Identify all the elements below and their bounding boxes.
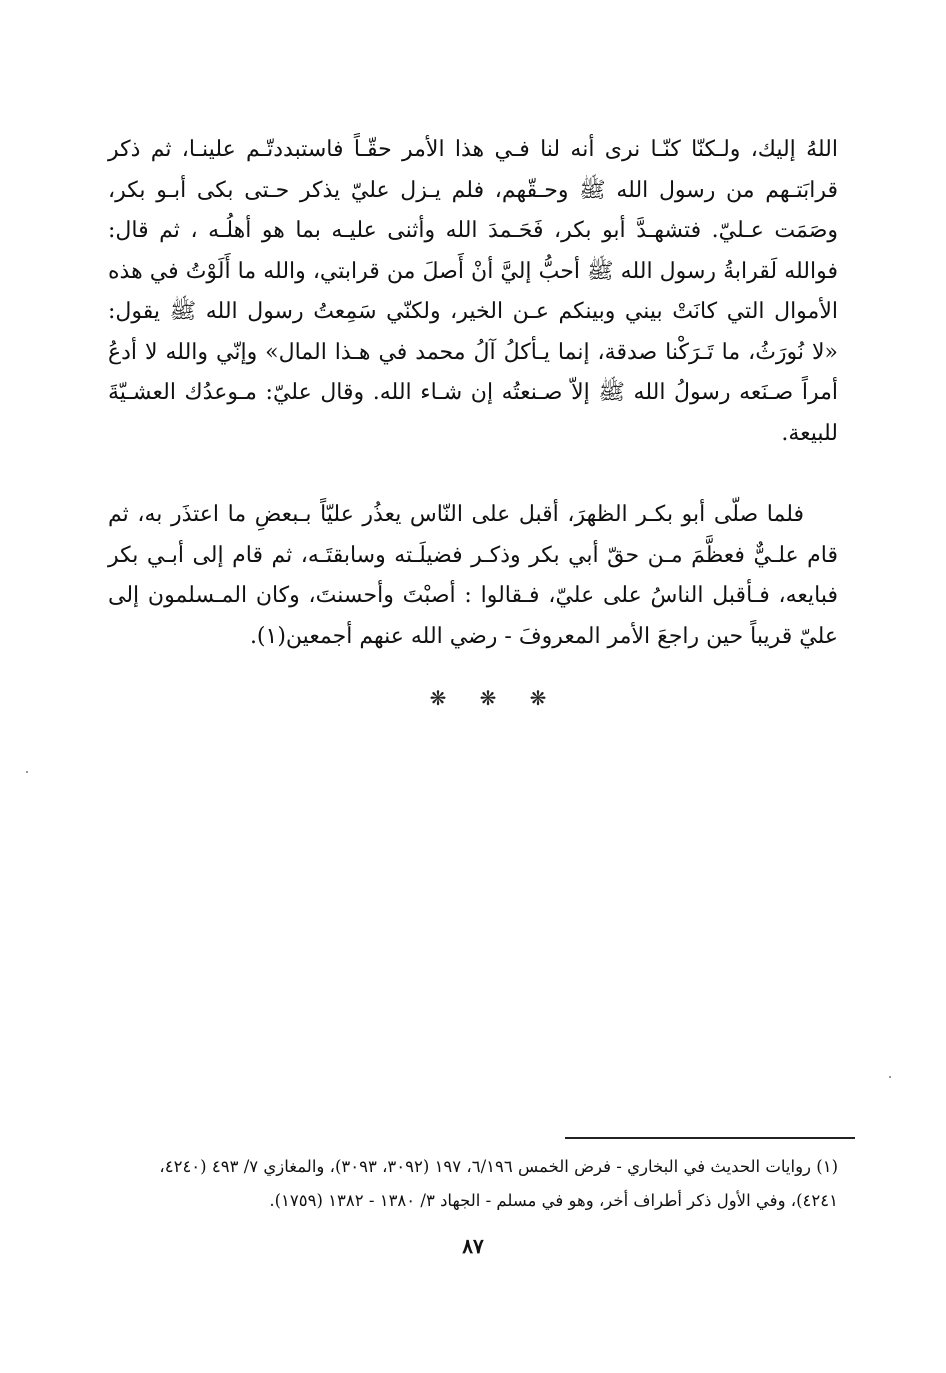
footnote-line-2: ٤٢٤١)، وفي الأول ذكر أطراف أخر، وهو في مسلم - الجهاد ٣/ ١٣٨٠ - ١٣٨٢ (١٧٥٩). (269, 1191, 838, 1210)
footnote-separator (565, 1137, 855, 1139)
section-divider (428, 686, 548, 710)
asterism-icon: ❋ (479, 686, 497, 710)
paragraph-text: فلما صلّى أبو بكـر الظهرَ، أقبل على النّاس يعذُر عليّاً بـبعضِ ما اعتذَر به، ثم قام علـيٌّ فعظَّمَ مـن حقّ أبي بكر وذكـر فضيلَـته وسابقتَـه، ثم قام إلى أبـي بكر فبايعه، فـأقبل الناسُ على عليّ، فـقالوا : أصبْتَ وأحسنتَ، وكان المـسلمون إلى عليّ قريباً حين راجعَ الأمر المعروفَ - رضي الله عنهم أجمعين(١). (108, 502, 838, 649)
page-number: ٨٧ (462, 1234, 484, 1258)
paragraph-text: اللهُ إليك، ولـكنّا كنّـا نرى أنه لنا فـي هذا الأمر حقّـاً فاستبددتّـم علينـا، ثم ذكر قرابَتـهم من رسول الله ﷺ وحـقّهم، فلم يـزل عليّ يذكر حـتى بكى أبـو بكر، وصَمَت عـليّ. فتشهـدَّ أبو بكر، فَحَـمدَ الله وأثنى عليـه بما هو أهلُـه ، ثم قال: فوالله لَقرابةُ رسول الله ﷺ أحبُّ إليَّ أنْ أَصلَ من قرابتي، والله ما أَلَوْتُ في هذه الأموال التي كانَتْ بيني وبينكم عـن الخير، ولكنّي سَمِعتُ رسول الله ﷺ يقول: «لا نُورَثُ، ما تَـرَكْنا صدقة، إنما يـأكلُ آلُ محمد في هـذا المال» وإنّي والله لا أدعُ أمراً صـنَعه رسولُ الله ﷺ إلاّ صـنعتُه إن شـاء الله. وقال عليّ: مـوعدُك العشـيّةَ للبيعة. (108, 137, 838, 446)
asterism-icon: ❋ (429, 686, 447, 710)
scan-speck (889, 1076, 891, 1078)
scan-speck (26, 771, 28, 773)
footnote (108, 1150, 838, 1218)
body-paragraph-2 (108, 495, 838, 657)
footnote-line-1: (١) روايات الحديث في البخاري - فرض الخمس ٦/١٩٦، ١٩٧ (٣٠٩٢، ٣٠٩٣)، والمغازي ٧/ ٤٩٣ (٤٢٤٠، (159, 1157, 838, 1176)
body-paragraph-1 (108, 130, 838, 454)
asterism-icon: ❋ (529, 686, 547, 710)
